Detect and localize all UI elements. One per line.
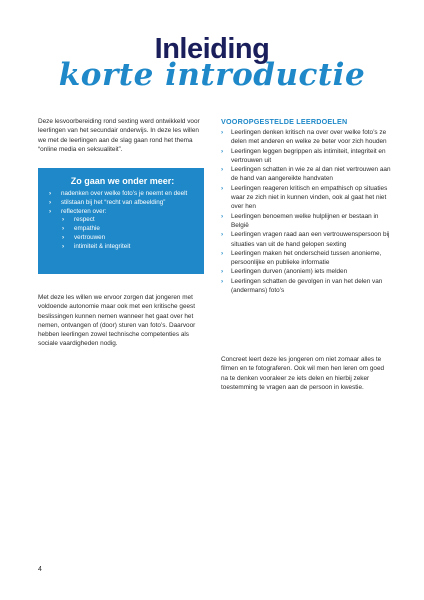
goal-item-text: Leerlingen schatten in wie ze al dan niet vertrouwen aan de hand van aangereikte handvaten: [231, 166, 391, 183]
chevron-right-icon: ›: [49, 207, 52, 215]
goal-item: [221, 230, 391, 249]
info-box: [38, 168, 204, 274]
goal-item-text: Leerlingen vragen raad aan een vertrouwenspersoon bij situaties van uit de hand gelopen sexting: [231, 231, 390, 248]
goal-item-text: Leerlingen leggen begrippen als intimiteit, integriteit en vertrouwen uit: [231, 147, 386, 164]
goal-item-text: Leerlingen durven (anoniem) iets melden: [231, 268, 348, 276]
autonomy-paragraph: Met deze les willen we ervoor zorgen dat jongeren met voldoende autonomie maar ook met een kritische geest beslissingen kunnen nemen wanneer het gaat over het nemen, ontvangen of (door) sturen van foto’s. Daarvoor hebben leerlingen zowel technische competenties als sociale vaardigheden nodig.: [38, 294, 196, 348]
goal-item: [221, 184, 391, 212]
goal-item: [221, 249, 391, 268]
chevron-right-icon: ›: [221, 184, 224, 192]
info-box-item-text: reflecteren over:: [61, 207, 107, 215]
chevron-right-icon: ›: [221, 249, 224, 257]
chevron-right-icon: ›: [62, 233, 65, 241]
chevron-right-icon: ›: [49, 198, 52, 206]
chevron-right-icon: ›: [221, 166, 224, 174]
goal-item-text: Leerlingen maken het onderscheid tussen anonieme, persoonlijke en publieke informatie: [231, 249, 382, 267]
info-box-list: [49, 190, 196, 252]
goal-item: [221, 267, 391, 276]
chevron-right-icon: ›: [62, 225, 65, 233]
info-box-item-text: vertrouwen: [74, 233, 106, 241]
info-box-item: [49, 216, 196, 225]
info-box-item-text: intimiteit & integriteit: [74, 242, 131, 250]
goal-item: [221, 128, 391, 147]
chevron-right-icon: ›: [221, 268, 224, 276]
goal-item-text: Leerlingen denken kritisch na over over welke foto’s ze delen met anderen en welke ze beter voor zich houden: [231, 129, 387, 146]
right-column: [221, 117, 391, 295]
info-box-title: Zo gaan we onder meer:: [70, 176, 175, 186]
info-box-item: [49, 190, 196, 199]
chevron-right-icon: ›: [62, 216, 65, 224]
info-box-item: [49, 234, 196, 243]
chevron-right-icon: ›: [49, 190, 52, 197]
info-box-item-text: stilstaan bij het “recht van afbeelding”: [61, 198, 166, 206]
right-paragraph: [221, 355, 391, 392]
goal-item-text: Leerlingen reageren kritisch en empathisch op situaties waar ze zich niet in kunnen vinden, ook al gaat het niet over hen: [231, 184, 388, 211]
chevron-right-icon: ›: [221, 147, 224, 155]
goal-item-text: Leerlingen schatten de gevolgen in van het delen van (andermans) foto’s: [231, 277, 383, 295]
info-box-item: [49, 243, 196, 252]
goal-item: [221, 212, 391, 231]
info-box-item-text: nadenken over welke foto’s je neemt en deelt: [61, 190, 188, 197]
chevron-right-icon: ›: [221, 212, 224, 220]
info-box-item: [49, 225, 196, 234]
left-column: [38, 117, 204, 154]
chevron-right-icon: ›: [221, 129, 224, 136]
info-box-item: [49, 208, 196, 217]
concrete-paragraph: Concreet leert deze les jongeren om niet zomaar alles te filmen en te fotograferen. Ook wil men hen leren om goed na te denken vooraleer ze iets delen en hierbij zeker toestemming te vragen aan de persoon in kwestie.: [221, 356, 385, 391]
chevron-right-icon: ›: [221, 277, 224, 285]
page-title: Inleiding: [154, 33, 270, 65]
intro-paragraph: Deze lesvoorbereiding rond sexting werd ontwikkeld voor leerlingen van het secundair onderwijs. In deze les willen we met de leerlingen aan de slag gaan rond het thema “online media en seksualiteit”.: [38, 118, 200, 153]
goals-heading: VOOROPGESTELDE LEERDOELEN: [221, 117, 348, 126]
page-number: 4: [38, 566, 42, 573]
goals-list: [221, 128, 391, 295]
goal-item: [221, 277, 391, 296]
info-box-item-text: empathie: [74, 225, 100, 233]
info-box-item-text: respect: [74, 216, 95, 224]
goal-item: [221, 147, 391, 166]
info-box-item: [49, 199, 196, 208]
page-subtitle: korte introductie: [58, 57, 366, 93]
goal-item: [221, 165, 391, 184]
chevron-right-icon: ›: [221, 231, 224, 239]
chevron-right-icon: ›: [62, 242, 65, 250]
left-paragraph: [38, 293, 204, 349]
goal-item-text: Leerlingen benoemen welke hulplijnen er bestaan in België: [231, 212, 379, 229]
